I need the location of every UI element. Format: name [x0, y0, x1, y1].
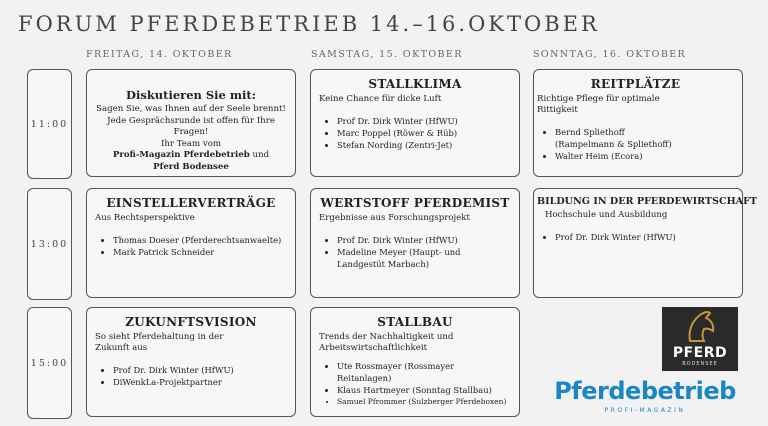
session-card-stallklima [310, 69, 520, 177]
speaker-item: • Klaus Hartmeyer (Sonntag Stallbau) [337, 384, 511, 396]
day-header-saturday: SAMSTAG, 15. OKTOBER [311, 49, 463, 60]
pferdebetrieb-logo-tagline: PROFI-MAGAZIN [604, 407, 686, 414]
speaker-item: • DiWenkLa-Projektpartner [113, 376, 287, 388]
speaker-item: • Prof Dr. Dirk Winter (HfWU) [555, 231, 734, 243]
session-subtitle: Richtige Pflege für optimale Rittigkeit [537, 94, 660, 115]
speaker-list [95, 234, 287, 258]
session-card-reitplaetze [533, 69, 743, 177]
session-subtitle: Keine Chance für dicke Luft [319, 94, 442, 104]
speaker-item: • Bernd Spliethoff (Rampelmann & Spliethoff) [555, 126, 685, 150]
intro-box [86, 69, 296, 177]
session-title: BILDUNG IN DER PFERDEWIRTSCHAFT [537, 196, 758, 207]
speaker-item: • Samuel Pfrommer (Sulzberger Pferdeboxen) [337, 396, 511, 408]
speaker-list [319, 115, 511, 151]
session-card-zukunftsvision [86, 307, 296, 417]
speaker-item: • Prof Dr. Dirk Winter (HfWU) [337, 234, 511, 246]
speaker-item: • Stefan Nording (Zentri-Jet) [337, 139, 511, 151]
session-card-bildung [533, 188, 758, 298]
session-subtitle: Hochschule und Ausbildung [545, 210, 668, 220]
session-subtitle: So sieht Pferdehaltung in der Zukunft aus [95, 332, 224, 353]
speaker-list [95, 364, 287, 388]
speaker-list [537, 231, 734, 243]
time-slot-1100: 11:00 [27, 69, 72, 179]
session-subtitle: Trends der Nachhaltigkeit und Arbeitswirtschaftlichkeit [319, 332, 454, 353]
intro-heading: Diskutieren Sie mit: [126, 88, 256, 102]
speaker-item: • Prof Dr. Dirk Winter (HfWU) [337, 115, 511, 127]
intro-partner-name: Pferd Bodensee [153, 161, 229, 172]
speaker-item: • Madeline Meyer (Haupt- und Landgestüt Marbach) [337, 246, 487, 270]
page-title: FORUM PFERDEBETRIEB 14.–16.OKTOBER [18, 12, 600, 36]
intro-magazine-name: Profi-Magazin Pferdebetrieb [112, 150, 250, 160]
pferd-logo-name: PFERD [672, 345, 728, 361]
intro-line: Jede Gesprächsrunde ist offen für Ihre Fragen! [107, 115, 275, 137]
day-header-friday: FREITAG, 14. OKTOBER [86, 49, 233, 60]
intro-conjunction: und [249, 150, 270, 160]
speaker-item: • Walter Heim (Ecora) [555, 150, 734, 162]
speaker-item: • Thomas Doeser (Pferderechtsanwaelte) [113, 234, 287, 246]
pferd-logo-tagline: BODENSEE [682, 361, 718, 367]
session-subtitle: Ergebnisse aus Forschungsprojekt [319, 213, 470, 223]
session-title: STALLBAU [377, 315, 453, 329]
speaker-item: • Ute Rossmayer (Rossmayer Reitanlagen) [337, 360, 511, 384]
speaker-item: • Marc Poppel (Röwer & Rüb) [337, 127, 511, 139]
pferdebetrieb-logo-name: Pferdebetrieb [554, 377, 736, 405]
pferd-bodensee-logo [662, 307, 738, 371]
speaker-item: • Prof Dr. Dirk Winter (HfWU) [113, 364, 287, 376]
time-slot-1500: 15:00 [27, 307, 72, 419]
session-title: STALLKLIMA [368, 77, 462, 91]
day-header-sunday: SONNTAG, 16. OKTOBER [533, 49, 687, 60]
session-card-einstellervertraege [86, 188, 296, 298]
intro-line: Ihr Team vom [160, 138, 222, 149]
speaker-list [319, 234, 511, 270]
intro-line: Sagen Sie, was Ihnen auf der Seele brennt! [96, 104, 286, 114]
session-title: WERTSTOFF PFERDEMIST [320, 196, 510, 210]
session-card-stallbau [310, 307, 520, 417]
session-title: REITPLÄTZE [590, 77, 681, 91]
session-subtitle: Aus Rechtsperspektive [95, 213, 195, 223]
speaker-list [537, 126, 734, 162]
horse-head-icon [662, 307, 738, 347]
session-card-wertstoff-pferdemist [310, 188, 520, 298]
time-slot-1300: 13:00 [27, 188, 72, 300]
session-title: EINSTELLERVERTRÄGE [106, 196, 276, 210]
pferdebetrieb-logo [545, 377, 745, 417]
session-title: ZUKUNFTSVISION [125, 315, 257, 329]
speaker-list [319, 360, 511, 408]
speaker-item: • Mark Patrick Schneider [113, 246, 287, 258]
